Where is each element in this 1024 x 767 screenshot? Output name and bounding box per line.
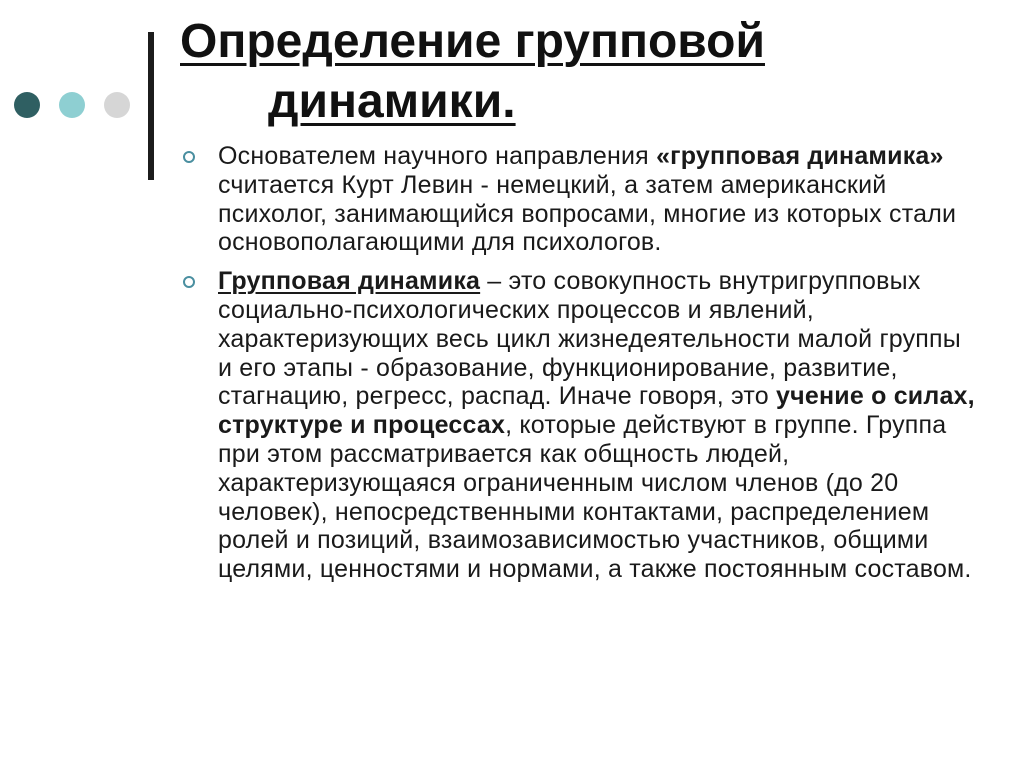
bullet-item-founder	[182, 142, 982, 257]
bullet-ring-icon	[183, 276, 195, 288]
bullet1-text-1: Основателем научного направления	[218, 142, 657, 170]
bullet-ring-icon	[183, 151, 195, 163]
dot-teal-icon	[59, 92, 85, 118]
bullet2-emphasis: учение о силах, структуре и процессах	[218, 382, 975, 440]
dot-dark-icon	[14, 92, 40, 118]
bullet1-text-2: считается Курт Левин - немецкий, а затем американский психолог, занимающийся вопросами, многие из которых стали основополагающими для психологов.	[218, 170, 957, 257]
bullet2-term: Групповая динамика	[218, 267, 481, 296]
bullet2-text-1: – это совокупность внутригрупповых социально-психологических процессов и явлений, характеризующих весь цикл жизнедеятельности малой группы и его этапы - образование, функционирование, развитие, стагнацию, регресс, распад. Иначе говоря, это	[218, 267, 961, 411]
bullet-item-definition	[182, 267, 982, 584]
bullet1-term: «групповая динамика»	[656, 142, 944, 170]
vertical-divider	[148, 32, 154, 180]
bullet2-text-2: , которые действуют в группе. Группа при этом рассматривается как общность людей, характеризующаяся ограниченным числом членов (до 20 человек), непосредственными контактами, распределением ролей и позиций, взаимозависимостью участников, общими целями, ценностями и нормами, а также постоянным составом.	[218, 411, 972, 584]
bullet-list	[182, 142, 982, 594]
slide-title	[180, 12, 1000, 132]
dot-gray-icon	[104, 92, 130, 118]
title-line-2: динамики.	[268, 75, 516, 128]
title-line-1: Определение групповой	[180, 15, 765, 68]
